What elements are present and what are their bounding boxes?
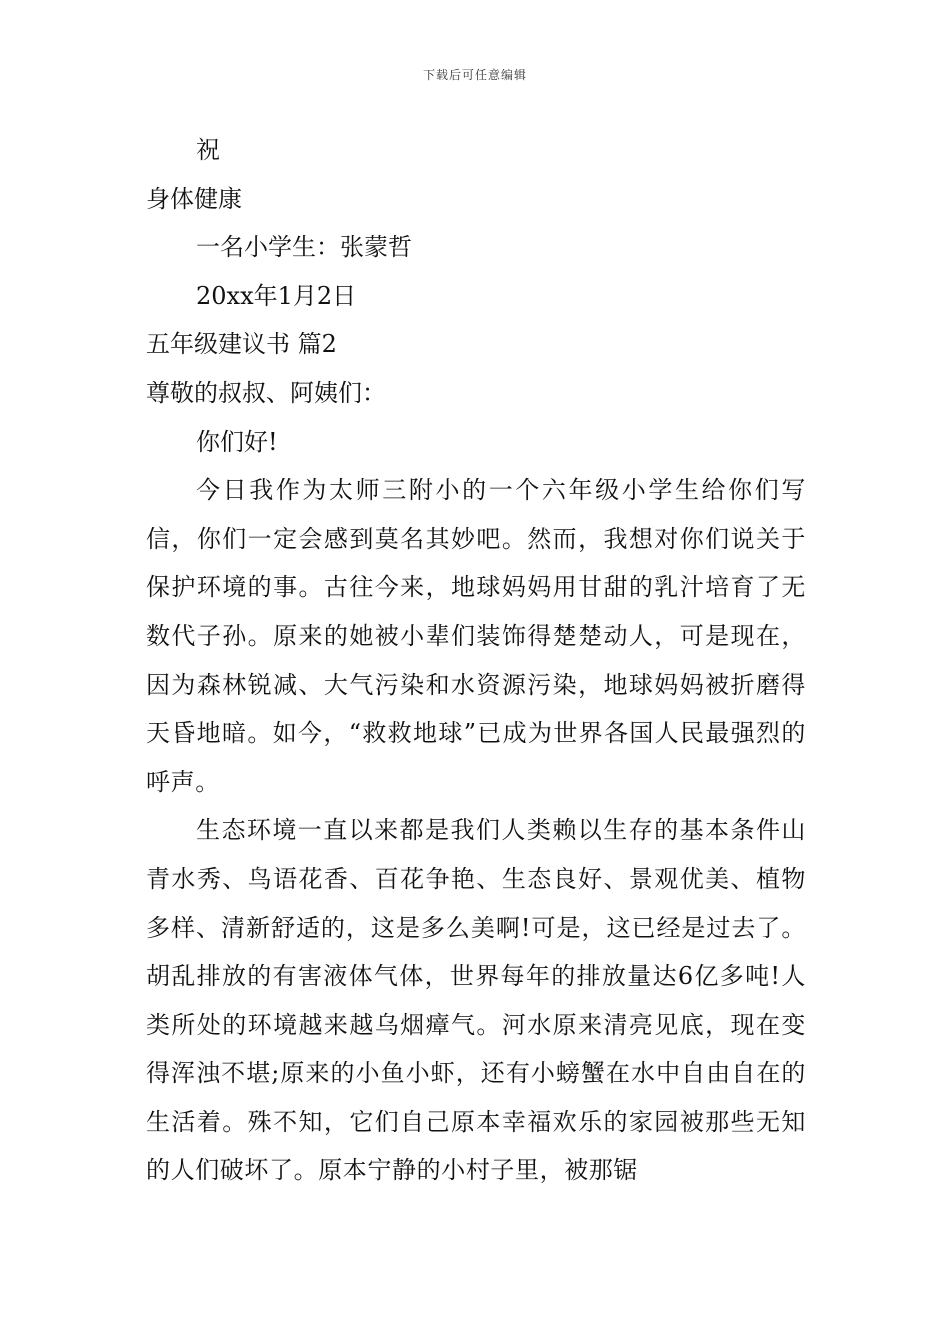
salutation: 尊敬的叔叔、阿姨们： xyxy=(146,378,386,407)
closing-health: 身体健康 xyxy=(146,184,242,213)
body-paragraph-2: 生态环境一直以来都是我们人类赖以生存的基本条件山青水秀、鸟语花香、百花争艳、生态良好、景观优美、植物多样、清新舒适的，这是多么美啊!可是，这已经是过去了。胡乱排放的有害液体气体，世界每年的排放量达6亿多吨!人类所处的环境越来越乌烟瘴气。河水原来清亮见底，现在变得浑浊不堪;原来的小鱼小虾，还有小螃蟹在水中自由自在的生活着。殊不知，它们自己原本幸福欢乐的家园被那些无知的人们破坏了。原本宁静的小村子里，被那锯 xyxy=(146,816,806,1185)
section-title: 五年级建议书 篇2 xyxy=(146,330,337,359)
document-body xyxy=(146,126,806,1195)
letter-date: 20xx年1月2日 xyxy=(196,281,357,310)
closing-wish: 祝 xyxy=(196,136,220,164)
greeting: 你们好! xyxy=(196,427,278,456)
body-paragraph-1: 今日我作为太师三附小的一个六年级小学生给你们写信，你们一定会感到莫名其妙吧。然而，我想对你们说关于保护环境的事。古往今来，地球妈妈用甘甜的乳汁培育了无数代子孙。原来的她被小辈们装饰得楚楚动人，可是现在，因为森林锐减、大气污染和水资源污染，地球妈妈被折磨得天昏地暗。如今，“救救地球”已成为世界各国人民最强烈的呼声。 xyxy=(146,476,806,796)
header-note: 下载后可任意编辑 xyxy=(422,68,527,82)
signature: 一名小学生：张蒙哲 xyxy=(196,233,412,262)
